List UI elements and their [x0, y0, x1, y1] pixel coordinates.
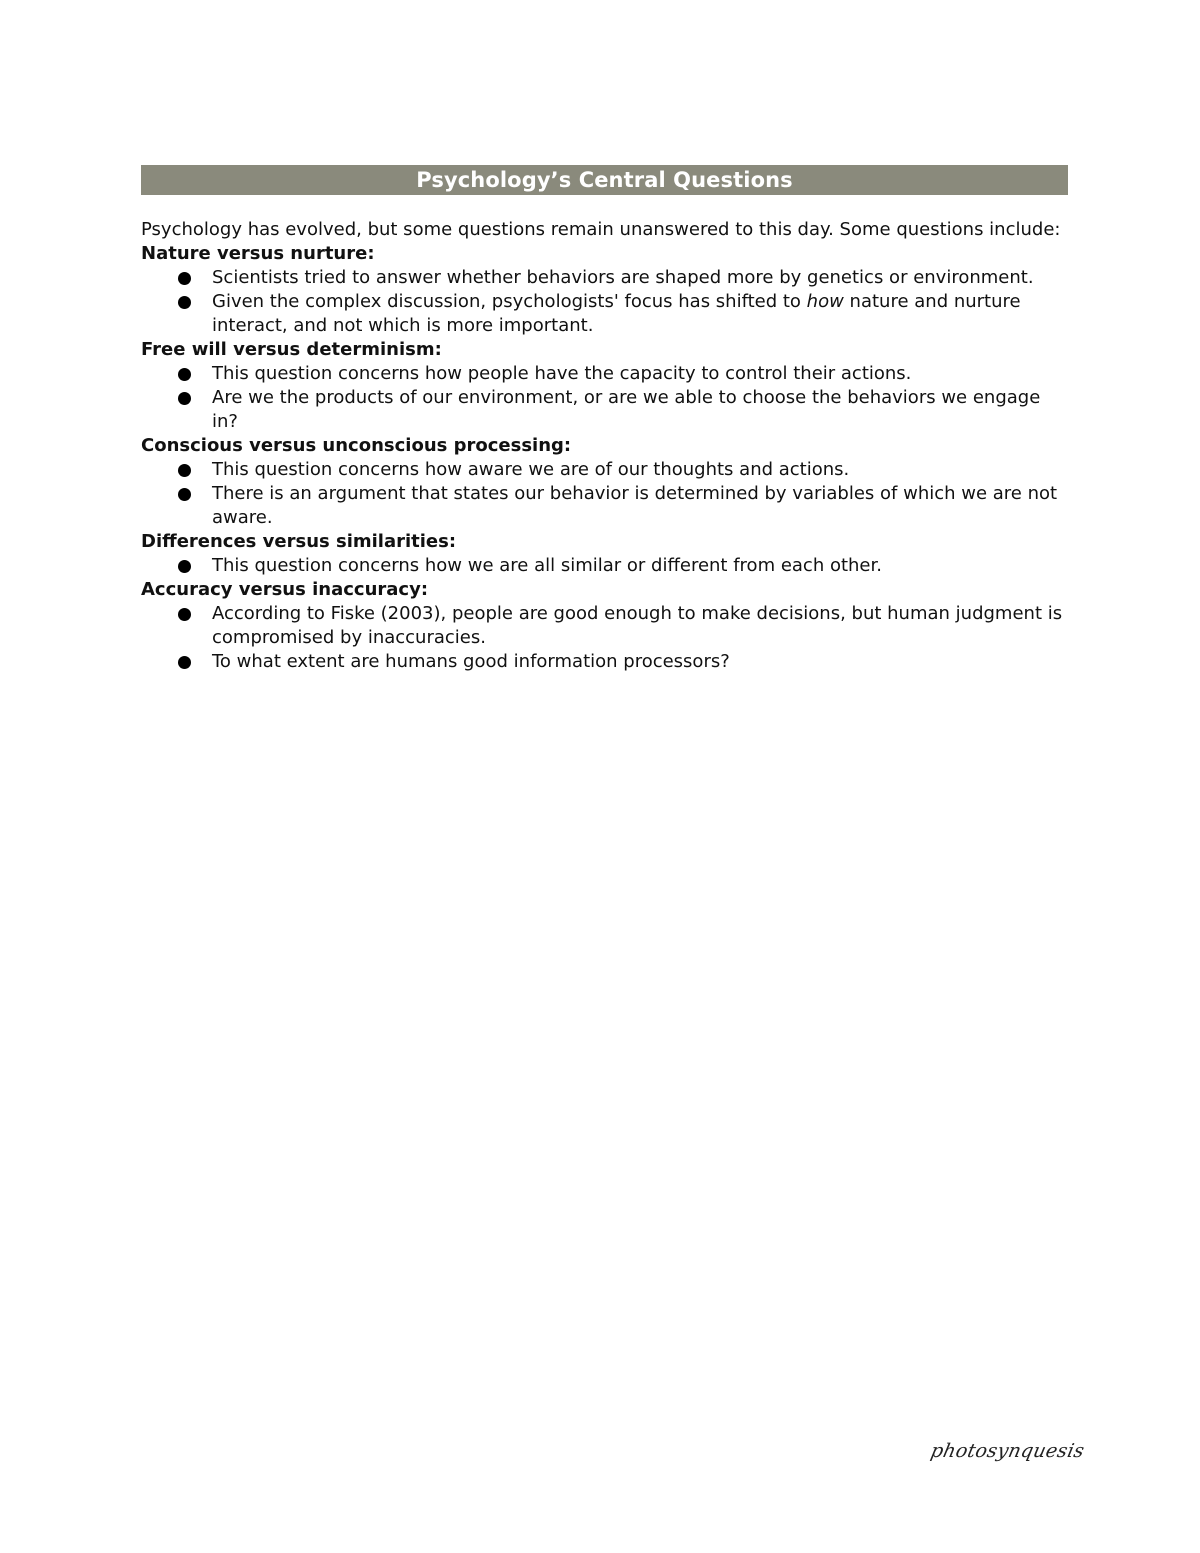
title-bar — [141, 165, 1068, 195]
sections-container — [141, 242, 1068, 674]
bullet-text: Scientists tried to answer whether behaviors are shaped more by genetics or environment. — [212, 267, 1034, 288]
bullet-text-continued: nature and nurture interact, and not which is more important. — [212, 291, 1021, 336]
bullet-dot-icon — [178, 608, 191, 621]
section-heading: Free will versus determinism: — [141, 339, 442, 360]
bullet-item — [212, 386, 1068, 434]
bullet-text: This question concerns how we are all similar or different from each other. — [212, 555, 882, 576]
bullet-list — [141, 602, 1068, 674]
bullet-item — [212, 650, 1068, 674]
section-conscious-processing — [141, 434, 1068, 530]
bullet-list — [141, 266, 1068, 338]
section-free-will — [141, 338, 1068, 434]
bullet-text: There is an argument that states our behavior is determined by variables of which we are not aware. — [212, 483, 1058, 528]
bullet-dot-icon — [178, 488, 191, 501]
section-nature-nurture — [141, 242, 1068, 338]
bullet-item — [212, 362, 1068, 386]
section-differences-similarities — [141, 530, 1068, 578]
bullet-dot-icon — [178, 560, 191, 573]
bullet-text-emphasis: how — [806, 291, 844, 312]
bullet-item — [212, 554, 1068, 578]
bullet-dot-icon — [178, 656, 191, 669]
bullet-text: This question concerns how people have the capacity to control their actions. — [212, 363, 912, 384]
bullet-dot-icon — [178, 296, 191, 309]
section-heading: Differences versus similarities: — [141, 531, 457, 552]
bullet-item — [212, 602, 1068, 650]
bullet-item — [212, 266, 1068, 290]
section-heading: Nature versus nurture: — [141, 243, 375, 264]
document-body — [141, 165, 1068, 674]
bullet-item — [212, 290, 1068, 338]
bullet-list — [141, 362, 1068, 434]
bullet-dot-icon — [178, 464, 191, 477]
bullet-list — [141, 458, 1068, 530]
bullet-dot-icon — [178, 272, 191, 285]
page-title: Psychology’s Central Questions — [416, 168, 793, 192]
bullet-text: According to Fiske (2003), people are good enough to make decisions, but human judgment is compromised by inaccuracies. — [212, 603, 1063, 648]
bullet-item — [212, 482, 1068, 530]
bullet-text: Given the complex discussion, psychologists' focus has shifted to — [212, 291, 807, 312]
bullet-item — [212, 458, 1068, 482]
signature: photosynquesis — [928, 1440, 1087, 1462]
bullet-list — [141, 554, 1068, 578]
bullet-text: This question concerns how aware we are of our thoughts and actions. — [212, 459, 850, 480]
bullet-dot-icon — [178, 368, 191, 381]
section-accuracy — [141, 578, 1068, 674]
section-heading: Conscious versus unconscious processing: — [141, 435, 572, 456]
bullet-dot-icon — [178, 392, 191, 405]
bullet-text: Are we the products of our environment, or are we able to choose the behaviors we engage in? — [212, 387, 1041, 432]
bullet-text: To what extent are humans good information processors? — [212, 651, 730, 672]
intro-paragraph: Psychology has evolved, but some questions remain unanswered to this day. Some questions include: — [141, 219, 1061, 240]
section-heading: Accuracy versus inaccuracy: — [141, 579, 429, 600]
